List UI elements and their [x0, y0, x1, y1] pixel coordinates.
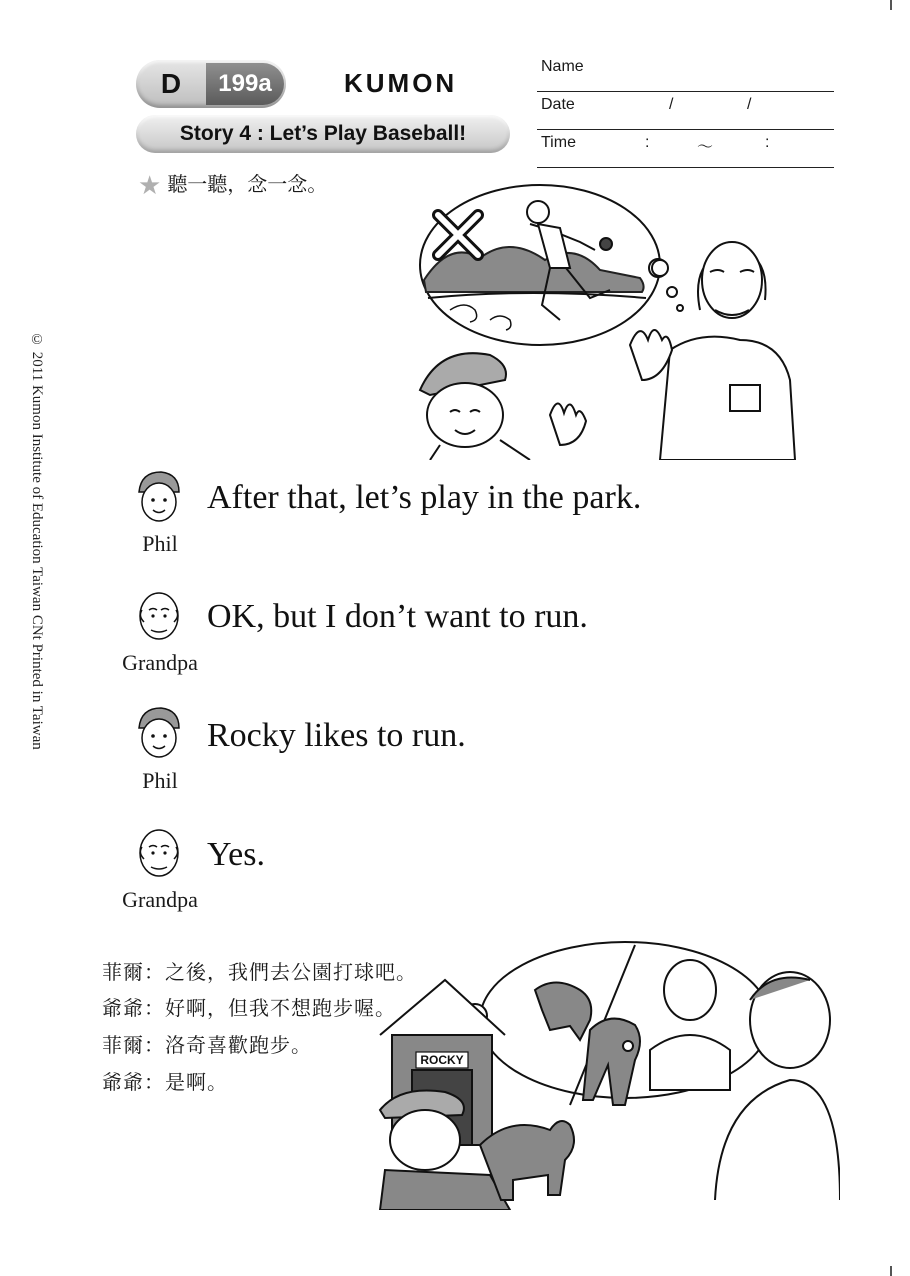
instruction-text: 聽一聽，念一念。 [167, 172, 328, 196]
page-number: 199a [206, 63, 284, 105]
time-field[interactable] [537, 129, 834, 168]
grandpa-face-icon [135, 588, 183, 642]
star-icon: ★ [138, 171, 162, 201]
date-separator: / [669, 96, 674, 113]
story-title: Story 4 : Let’s Play Baseball! [136, 115, 510, 153]
time-range-mark: 〜 [697, 139, 714, 156]
dialogue-line: After that, let’s play in the park. [207, 479, 642, 516]
date-field[interactable] [537, 91, 834, 130]
speaker-name: Grandpa [122, 887, 198, 912]
time-separator: : [645, 134, 650, 151]
crop-mark [890, 0, 892, 10]
boy-face-icon [135, 470, 183, 524]
speaker-name: Phil [142, 768, 178, 793]
dialogue-line: OK, but I don’t want to run. [207, 598, 588, 635]
dialogue-line: Rocky likes to run. [207, 717, 466, 754]
speaker-name: Phil [142, 531, 178, 556]
time-label: Time [541, 134, 576, 151]
name-field[interactable] [537, 53, 834, 92]
doghouse-sign: ROCKY [420, 1053, 464, 1067]
translation-line: 菲爾：洛奇喜歡跑步。 [102, 1033, 312, 1057]
time-separator: : [765, 134, 770, 151]
boy-face-icon [135, 706, 183, 760]
name-label: Name [541, 58, 584, 75]
translation-line: 爺爺：是啊。 [102, 1070, 228, 1094]
instruction [138, 168, 327, 201]
top-illustration [410, 180, 800, 460]
translation-line: 菲爾：之後，我們去公園打球吧。 [102, 960, 417, 984]
date-separator: / [747, 96, 752, 113]
dialogue-line: Yes. [207, 836, 265, 873]
speaker-name: Grandpa [122, 650, 198, 675]
brand-logo: KUMON [344, 68, 458, 98]
grandpa-face-icon [135, 825, 183, 879]
crop-mark [890, 1266, 892, 1276]
date-label: Date [541, 96, 575, 113]
bottom-illustration [370, 940, 840, 1210]
copyright-notice: © 2011 Kumon Institute of Education Taiwan CNt Printed in Taiwan [29, 332, 45, 750]
translation-line: 爺爺：好啊，但我不想跑步喔。 [102, 996, 396, 1020]
level-letter: D [160, 68, 182, 99]
